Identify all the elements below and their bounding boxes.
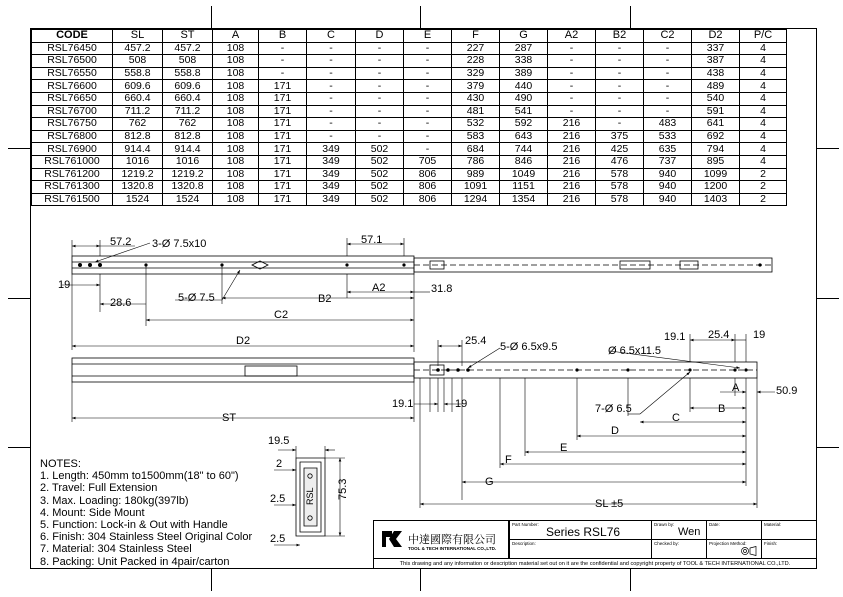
note-item: 6. Finish: 304 Stainless Steel Original Color (40, 531, 253, 544)
table-cell: 641 (692, 118, 740, 131)
note-item: 4. Mount: Side Mount (40, 506, 145, 519)
column-header: ST (163, 30, 213, 43)
table-cell: 806 (404, 181, 452, 194)
note-item: 8. Packing: Unit Packed in 4pair/carton (40, 555, 230, 568)
table-cell: 711.2 (113, 105, 163, 118)
dim-b2: B2 (318, 293, 332, 305)
column-header: E (404, 30, 452, 43)
dim-75-3: 75.3 (337, 478, 349, 500)
company-name-cn: 中達國際有限公司 (408, 534, 496, 546)
hole-5x-6-5x9-5: 5-Ø 6.5x9.5 (500, 341, 558, 353)
table-cell: - (307, 92, 356, 105)
table-cell: 609.6 (163, 80, 213, 93)
table-cell: 1219.2 (163, 168, 213, 181)
table-cell: RSL76550 (32, 67, 113, 80)
table-cell: 989 (452, 168, 500, 181)
table-cell: 4 (740, 80, 787, 93)
bottom-slide-view (72, 358, 757, 382)
finish-label: Finish: (764, 541, 778, 546)
table-cell: - (307, 130, 356, 143)
table-cell: 4 (740, 130, 787, 143)
table-cell: 4 (740, 55, 787, 68)
table-cell: 635 (644, 143, 692, 156)
column-header: A2 (548, 30, 596, 43)
dim-19-bottom: 19 (455, 398, 468, 410)
dim-2-5-a: 2.5 (270, 493, 286, 505)
table-cell: 578 (596, 181, 644, 194)
table-cell: 940 (644, 168, 692, 181)
table-cell: RSL761000 (32, 155, 113, 168)
dim-d: D (611, 425, 619, 437)
table-cell: 108 (213, 105, 259, 118)
dim-f: F (505, 454, 512, 466)
dim-57-1: 57.1 (361, 234, 383, 246)
dim-19-top: 19 (753, 329, 766, 341)
table-cell: 171 (259, 193, 307, 206)
table-cell: 914.4 (113, 143, 163, 156)
dim-c2: C2 (274, 309, 289, 321)
dim-g: G (485, 476, 494, 488)
table-cell: 349 (307, 143, 356, 156)
table-cell: 349 (307, 181, 356, 194)
drawn-by-value: Wen (678, 526, 701, 538)
column-header: B (259, 30, 307, 43)
table-cell: - (548, 80, 596, 93)
table-cell: 591 (692, 105, 740, 118)
table-cell: - (356, 118, 404, 131)
table-cell: - (307, 105, 356, 118)
dim-50-9: 50.9 (776, 385, 798, 397)
notes-block (40, 458, 252, 568)
table-cell: 737 (644, 155, 692, 168)
table-cell: 1091 (452, 181, 500, 194)
table-cell: - (404, 80, 452, 93)
table-cell: RSL76650 (32, 92, 113, 105)
table-cell: - (259, 67, 307, 80)
table-cell: 4 (740, 155, 787, 168)
table-cell: 806 (404, 168, 452, 181)
material-cell (761, 520, 817, 540)
table-cell: 438 (692, 67, 740, 80)
finish-cell (761, 539, 817, 559)
table-cell: - (404, 67, 452, 80)
table-cell: 940 (644, 193, 692, 206)
table-cell: - (596, 42, 644, 55)
table-cell: 349 (307, 155, 356, 168)
table-cell: - (548, 42, 596, 55)
table-cell: 489 (692, 80, 740, 93)
table-cell: 4 (740, 42, 787, 55)
table-cell: RSL76450 (32, 42, 113, 55)
part-number-cell (509, 520, 652, 540)
note-item: 7. Material: 304 Stainless Steel (40, 543, 192, 556)
dim-19-1-top: 19.1 (664, 331, 686, 343)
table-cell: 108 (213, 55, 259, 68)
table-cell: 2 (740, 181, 787, 194)
table-cell: 502 (356, 155, 404, 168)
table-cell: 711.2 (163, 105, 213, 118)
dim-2-5-b: 2.5 (270, 533, 286, 545)
table-cell: RSL76900 (32, 143, 113, 156)
table-cell: RSL76800 (32, 130, 113, 143)
table-cell: 171 (259, 181, 307, 194)
table-cell: 914.4 (163, 143, 213, 156)
table-cell: 108 (213, 80, 259, 93)
table-cell: RSL76700 (32, 105, 113, 118)
table-cell: 108 (213, 92, 259, 105)
table-cell: 1151 (500, 181, 548, 194)
table-cell: - (259, 55, 307, 68)
description-cell (509, 539, 652, 559)
table-cell: 108 (213, 155, 259, 168)
table-cell: 216 (548, 193, 596, 206)
table-cell: 4 (740, 67, 787, 80)
table-cell: 1016 (113, 155, 163, 168)
table-cell: 794 (692, 143, 740, 156)
dim-a2: A2 (372, 282, 386, 294)
dim-b: B (718, 403, 726, 415)
table-cell: 762 (113, 118, 163, 131)
date-label: Date: (709, 522, 720, 527)
table-cell: 1524 (113, 193, 163, 206)
outer-member (72, 256, 414, 274)
table-cell: - (259, 42, 307, 55)
table-cell: - (307, 42, 356, 55)
table-cell: 171 (259, 80, 307, 93)
table-cell: - (356, 80, 404, 93)
cross-section-view (296, 458, 325, 536)
table-cell: 171 (259, 155, 307, 168)
table-cell: 108 (213, 168, 259, 181)
table-cell: - (307, 80, 356, 93)
table-cell: 762 (163, 118, 213, 131)
table-cell: - (548, 105, 596, 118)
column-header: A (213, 30, 259, 43)
note-item: 3. Max. Loading: 180kg(397lb) (40, 494, 189, 507)
projection-label: Projection Method: (709, 541, 747, 546)
hole-6-5x11-5: Ø 6.5x11.5 (608, 345, 661, 357)
table-cell: 502 (356, 168, 404, 181)
projection-cell (706, 539, 762, 559)
table-cell: 583 (452, 130, 500, 143)
table-cell: 216 (548, 155, 596, 168)
table-cell: - (307, 67, 356, 80)
table-cell: 481 (452, 105, 500, 118)
outer-member-bottom (72, 358, 414, 382)
table-cell: 171 (259, 168, 307, 181)
table-cell: 806 (404, 193, 452, 206)
table-cell: 786 (452, 155, 500, 168)
dim-19-1-bottom: 19.1 (392, 398, 414, 410)
table-cell: 490 (500, 92, 548, 105)
table-cell: 216 (548, 118, 596, 131)
table-cell: 1049 (500, 168, 548, 181)
table-cell: 895 (692, 155, 740, 168)
column-header: B2 (596, 30, 644, 43)
table-cell: 532 (452, 118, 500, 131)
dim-57-2: 57.2 (110, 236, 132, 248)
inner-member-extension (414, 258, 772, 272)
table-cell: 171 (259, 143, 307, 156)
table-cell: 216 (548, 143, 596, 156)
table-cell: - (404, 143, 452, 156)
table-cell: 2 (740, 168, 787, 181)
table-cell: 558.8 (163, 67, 213, 80)
dim-25-4: 25.4 (465, 335, 487, 347)
note-item: 2. Travel: Full Extension (40, 482, 158, 495)
hole-7x-6-5: 7-Ø 6.5 (595, 403, 632, 415)
table-cell: - (644, 55, 692, 68)
column-header: CODE (32, 30, 113, 43)
table-cell: 1016 (163, 155, 213, 168)
dim-a: A (732, 382, 740, 394)
column-header: G (500, 30, 548, 43)
table-cell: 846 (500, 155, 548, 168)
table-cell: RSL76600 (32, 80, 113, 93)
hole-5x-7-5: 5-Ø 7.5 (178, 292, 215, 304)
material-label: Material: (764, 522, 782, 527)
table-cell: 171 (259, 118, 307, 131)
column-header: P/C (740, 30, 787, 43)
table-cell: 705 (404, 155, 452, 168)
top-dimension-labels (58, 234, 452, 347)
table-cell: 337 (692, 42, 740, 55)
table-cell: - (404, 105, 452, 118)
column-header: C2 (644, 30, 692, 43)
table-cell: - (548, 67, 596, 80)
dim-25-4-right: 25.4 (708, 329, 730, 341)
table-cell: 108 (213, 42, 259, 55)
table-cell: 643 (500, 130, 548, 143)
table-cell: RSL761500 (32, 193, 113, 206)
table-cell: 541 (500, 105, 548, 118)
table-cell: - (596, 118, 644, 131)
table-cell: 457.2 (163, 42, 213, 55)
column-header: C (307, 30, 356, 43)
table-cell: 389 (500, 67, 548, 80)
table-cell: 692 (692, 130, 740, 143)
table-cell: 440 (500, 80, 548, 93)
table-cell: 171 (259, 130, 307, 143)
table-cell: - (596, 80, 644, 93)
table-cell: 108 (213, 143, 259, 156)
table-cell: 227 (452, 42, 500, 55)
table-cell: 540 (692, 92, 740, 105)
table-cell: 1403 (692, 193, 740, 206)
table-cell: 558.8 (113, 67, 163, 80)
table-cell: 508 (113, 55, 163, 68)
table-cell: - (644, 67, 692, 80)
table-cell: - (404, 130, 452, 143)
table-cell: - (356, 92, 404, 105)
table-cell: - (644, 92, 692, 105)
table-cell: 684 (452, 143, 500, 156)
checked-by-cell (651, 539, 707, 559)
table-cell: 4 (740, 143, 787, 156)
table-cell: - (307, 55, 356, 68)
table-cell: 349 (307, 168, 356, 181)
table-cell: 4 (740, 105, 787, 118)
table-cell: - (356, 105, 404, 118)
table-cell: 4 (740, 118, 787, 131)
top-slide-view (72, 256, 772, 274)
table-cell: 660.4 (163, 92, 213, 105)
table-cell: 502 (356, 193, 404, 206)
dim-d2: D2 (236, 335, 251, 347)
hole-3x-7-5x10: 3-Ø 7.5x10 (152, 238, 207, 250)
table-cell: 578 (596, 168, 644, 181)
table-cell: 108 (213, 118, 259, 131)
table-cell: - (596, 92, 644, 105)
table-cell: 533 (644, 130, 692, 143)
description-label: Description: (512, 541, 536, 546)
table-cell: RSL76750 (32, 118, 113, 131)
dim-st: ST (222, 412, 237, 424)
dim-e: E (560, 442, 568, 454)
svg-text:RSL: RSL (305, 487, 315, 505)
table-cell: 1200 (692, 181, 740, 194)
company-cell (373, 520, 509, 559)
checked-by-label: Checked by: (654, 541, 680, 546)
table-cell: 1320.8 (113, 181, 163, 194)
projection-symbol-icon (741, 546, 757, 556)
table-cell: 744 (500, 143, 548, 156)
table-cell: 1294 (452, 193, 500, 206)
drawn-by-cell (651, 520, 707, 540)
dim-31-8: 31.8 (431, 283, 453, 295)
table-cell: 2 (740, 193, 787, 206)
table-cell: 1099 (692, 168, 740, 181)
table-cell: - (596, 105, 644, 118)
table-cell: - (404, 92, 452, 105)
table-cell: 502 (356, 143, 404, 156)
table-cell: 228 (452, 55, 500, 68)
company-name-en: TOOL & TECH INTERNATIONAL CO.,LTD. (408, 546, 497, 551)
table-cell: - (307, 118, 356, 131)
dim-28-6: 28.6 (110, 297, 132, 309)
table-cell: 508 (163, 55, 213, 68)
table-cell: 349 (307, 193, 356, 206)
dim-sl: SL ±5 (595, 498, 624, 510)
title-block (373, 520, 817, 569)
table-cell: RSL761300 (32, 181, 113, 194)
dim-19: 19 (58, 279, 71, 291)
table-cell: 483 (644, 118, 692, 131)
table-cell: - (404, 118, 452, 131)
table-cell: 457.2 (113, 42, 163, 55)
table-cell: 338 (500, 55, 548, 68)
notes-title: NOTES: (40, 458, 81, 470)
table-cell: 1524 (163, 193, 213, 206)
table-cell: - (596, 67, 644, 80)
part-number-value: Series RSL76 (546, 525, 621, 539)
table-cell: 108 (213, 193, 259, 206)
table-cell: - (644, 80, 692, 93)
table-cell: 609.6 (113, 80, 163, 93)
table-cell: 216 (548, 181, 596, 194)
table-cell: 425 (596, 143, 644, 156)
table-cell: 502 (356, 181, 404, 194)
note-item: 5. Function: Lock-in & Out with Handle (40, 519, 228, 532)
table-cell: 812.8 (113, 130, 163, 143)
column-header: D2 (692, 30, 740, 43)
company-logo-icon (380, 529, 404, 549)
table-cell: - (644, 105, 692, 118)
table-cell: RSL76500 (32, 55, 113, 68)
table-cell: 1320.8 (163, 181, 213, 194)
table-cell: 287 (500, 42, 548, 55)
table-cell: 108 (213, 130, 259, 143)
table-cell: - (356, 55, 404, 68)
copyright-notice: This drawing and any information or description material set out on it are the confidential and copyright property of TOOL & TECH INTERNATIONAL CO.,LTD. (373, 558, 817, 569)
table-cell: - (356, 42, 404, 55)
table-cell: 4 (740, 92, 787, 105)
note-item: 1. Length: 450mm to1500mm(18" to 60") (40, 470, 239, 483)
dim-c: C (672, 412, 680, 424)
table-cell: - (548, 92, 596, 105)
table-cell: 592 (500, 118, 548, 131)
table-cell: - (356, 130, 404, 143)
table-cell: 578 (596, 193, 644, 206)
column-header: D (356, 30, 404, 43)
table-cell: 1354 (500, 193, 548, 206)
table-cell: 216 (548, 130, 596, 143)
table-cell: 329 (452, 67, 500, 80)
table-cell: 940 (644, 181, 692, 194)
table-cell: - (548, 55, 596, 68)
part-number-label: Part Number: (512, 522, 539, 527)
table-cell: 1219.2 (113, 168, 163, 181)
dim-2: 2 (276, 458, 283, 470)
date-cell (706, 520, 762, 540)
table-cell: 387 (692, 55, 740, 68)
table-cell: 108 (213, 67, 259, 80)
table-cell: - (644, 42, 692, 55)
table-cell: 430 (452, 92, 500, 105)
table-cell: - (404, 55, 452, 68)
table-cell: - (596, 55, 644, 68)
table-cell: 379 (452, 80, 500, 93)
table-cell: 476 (596, 155, 644, 168)
column-header: SL (113, 30, 163, 43)
drawn-by-label: Drawn by: (654, 522, 675, 527)
dim-19-5: 19.5 (268, 435, 290, 447)
table-cell: 375 (596, 130, 644, 143)
table-cell: - (356, 67, 404, 80)
table-cell: RSL761200 (32, 168, 113, 181)
table-cell: 812.8 (163, 130, 213, 143)
column-header: F (452, 30, 500, 43)
table-cell: 108 (213, 181, 259, 194)
table-cell: 216 (548, 168, 596, 181)
table-cell: 660.4 (113, 92, 163, 105)
table-cell: 171 (259, 105, 307, 118)
table-cell: 171 (259, 92, 307, 105)
table-cell: - (404, 42, 452, 55)
